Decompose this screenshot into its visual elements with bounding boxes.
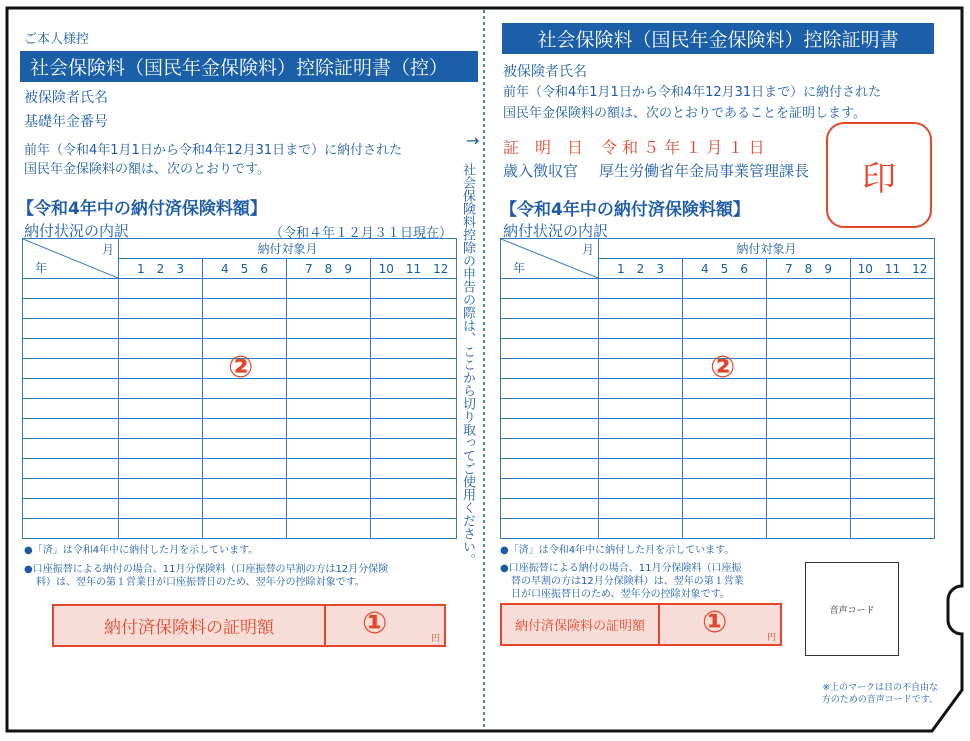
table-cell	[119, 439, 203, 459]
right-statement-line1: 前年（令和4年1月1日から令和4年12月31日まで）に納付された	[503, 85, 882, 100]
table-cell	[371, 359, 457, 379]
right-payment-table	[500, 238, 935, 539]
month-group-3: 7 8 9	[767, 259, 851, 279]
table-cell	[119, 499, 203, 519]
copy-label: ご本人様控	[24, 32, 90, 47]
right-note2a: ●口座振替による納付の場合、11月分保険料（口座振	[500, 563, 742, 574]
table-cell	[683, 399, 767, 419]
table-cell	[203, 459, 287, 479]
table-row	[23, 279, 457, 299]
table-row	[501, 419, 935, 439]
table-cell	[683, 419, 767, 439]
table-cell	[23, 519, 119, 539]
left-note1: ●「済」は令和4年中に納付した月を示しています。	[24, 545, 259, 556]
right-note2c: 日が口座振替日のため、翌年分の控除対象です。	[511, 589, 730, 600]
left-amount-box	[52, 604, 446, 647]
table-cell	[23, 419, 119, 439]
table-cell	[599, 299, 683, 319]
table-cell	[23, 339, 119, 359]
table-cell	[371, 459, 457, 479]
table-cell	[599, 399, 683, 419]
month-group-4: 10 11 12	[851, 259, 935, 279]
month-group-1: 1 2 3	[119, 259, 203, 279]
target-month-header: 納付対象月	[599, 239, 935, 259]
table-cell	[683, 479, 767, 499]
table-cell	[119, 279, 203, 299]
table-cell	[23, 279, 119, 299]
table-cell	[23, 319, 119, 339]
table-cell	[287, 499, 371, 519]
left-title: 社会保険料（国民年金保険料）控除証明書（控）	[20, 51, 478, 82]
table-row	[501, 299, 935, 319]
table-cell	[599, 479, 683, 499]
cert-date-label: 証 明 日	[503, 138, 584, 157]
table-cell	[287, 339, 371, 359]
table-cell	[599, 439, 683, 459]
table-row	[501, 499, 935, 519]
table-cell	[371, 379, 457, 399]
table-cell	[203, 519, 287, 539]
year-header: 年	[35, 261, 48, 275]
table-cell	[119, 399, 203, 419]
issuer-label: 歳入徴収官	[503, 162, 579, 180]
right-amount-label: 納付済保険料の証明額	[502, 605, 660, 644]
left-insured-name-label: 被保険者氏名	[24, 90, 108, 106]
left-amount-label: 納付済保険料の証明額	[54, 606, 326, 645]
table-row	[23, 499, 457, 519]
table-row	[23, 299, 457, 319]
table-cell	[287, 519, 371, 539]
table-cell	[203, 279, 287, 299]
table-cell	[501, 359, 599, 379]
right-paid-heading: 【令和4年中の納付済保険料額】	[500, 200, 750, 220]
table-cell	[501, 419, 599, 439]
table-row	[23, 519, 457, 539]
table-cell	[599, 419, 683, 439]
table-cell	[851, 479, 935, 499]
table-cell	[599, 359, 683, 379]
right-yen: 円	[766, 633, 776, 643]
month-header: 月	[101, 243, 114, 257]
table-cell	[371, 519, 457, 539]
table-cell	[371, 479, 457, 499]
right-breakdown-label: 納付状況の内訳	[503, 222, 609, 240]
table-cell	[599, 499, 683, 519]
table-cell	[119, 339, 203, 359]
table-cell	[203, 479, 287, 499]
right-amount-marker: ①	[702, 605, 728, 640]
left-yen: 円	[430, 634, 440, 644]
right-table-marker: ②	[710, 350, 736, 385]
right-statement-line2: 国民年金保険料の額は、次のとおりであることを証明します。	[503, 106, 866, 121]
table-cell	[371, 399, 457, 419]
table-cell	[23, 439, 119, 459]
table-cell	[287, 279, 371, 299]
table-cell	[371, 279, 457, 299]
table-cell	[851, 399, 935, 419]
table-cell	[119, 299, 203, 319]
table-cell	[767, 339, 851, 359]
month-group-1: 1 2 3	[599, 259, 683, 279]
table-row	[501, 279, 935, 299]
table-cell	[767, 319, 851, 339]
table-cell	[767, 399, 851, 419]
table-cell	[23, 299, 119, 319]
table-cell	[767, 519, 851, 539]
table-cell	[501, 339, 599, 359]
table-cell	[767, 479, 851, 499]
table-cell	[683, 519, 767, 539]
table-cell	[851, 419, 935, 439]
table-cell	[599, 279, 683, 299]
table-cell	[23, 359, 119, 379]
table-cell	[371, 419, 457, 439]
table-row	[23, 419, 457, 439]
cert-date-value: 令 和 ５ 年 １ 月 １ 日	[601, 138, 765, 157]
table-row	[23, 399, 457, 419]
table-cell	[119, 359, 203, 379]
table-cell	[501, 499, 599, 519]
month-group-2: 4 5 6	[683, 259, 767, 279]
table-cell	[119, 419, 203, 439]
table-cell	[287, 479, 371, 499]
table-cell	[767, 299, 851, 319]
table-cell	[501, 299, 599, 319]
table-cell	[371, 499, 457, 519]
table-cell	[767, 439, 851, 459]
table-cell	[287, 459, 371, 479]
right-title: 社会保険料（国民年金保険料）控除証明書	[502, 23, 934, 54]
table-cell	[767, 379, 851, 399]
table-cell	[683, 439, 767, 459]
table-cell	[119, 479, 203, 499]
table-cell	[23, 459, 119, 479]
left-table-corner	[23, 239, 119, 279]
right-note2b: 替の早割の方は12月分保険料）は、翌年の第１営業	[511, 576, 744, 587]
right-insured-name-label: 被保険者氏名	[503, 64, 587, 80]
table-cell	[119, 519, 203, 539]
table-cell	[501, 279, 599, 299]
seal-box: 印	[826, 122, 932, 228]
table-cell	[851, 339, 935, 359]
voice-code-box: 音声コード	[805, 562, 899, 656]
table-cell	[851, 359, 935, 379]
table-cell	[851, 499, 935, 519]
table-cell	[371, 299, 457, 319]
table-cell	[203, 399, 287, 419]
left-table-marker: ②	[228, 350, 254, 385]
left-payment-table	[22, 238, 457, 539]
table-cell	[683, 459, 767, 479]
table-cell	[287, 319, 371, 339]
cut-arrow-icon: →	[466, 131, 480, 150]
table-row	[23, 439, 457, 459]
table-cell	[119, 459, 203, 479]
table-cell	[851, 299, 935, 319]
table-cell	[851, 459, 935, 479]
table-cell	[501, 439, 599, 459]
table-cell	[287, 379, 371, 399]
month-group-3: 7 8 9	[287, 259, 371, 279]
table-cell	[599, 459, 683, 479]
voice-note2: 方のための音声コードです。	[821, 695, 938, 705]
right-table-corner	[501, 239, 599, 279]
table-cell	[203, 319, 287, 339]
target-month-header: 納付対象月	[119, 239, 457, 259]
left-statement-line2: 国民年金保険料の額は、次のとおりです。	[24, 162, 270, 177]
table-cell	[23, 479, 119, 499]
right-amount-box	[500, 603, 782, 646]
table-cell	[851, 279, 935, 299]
table-cell	[287, 399, 371, 419]
table-cell	[501, 459, 599, 479]
left-breakdown-label: 納付状況の内訳	[24, 222, 130, 240]
table-cell	[599, 319, 683, 339]
month-group-2: 4 5 6	[203, 259, 287, 279]
table-cell	[287, 359, 371, 379]
table-cell	[501, 479, 599, 499]
table-cell	[599, 379, 683, 399]
table-cell	[599, 519, 683, 539]
table-cell	[501, 379, 599, 399]
left-note2a: ●口座振替による納付の場合、11月分保険料（口座振替の早割の方は12月分保険	[24, 564, 389, 575]
table-cell	[767, 279, 851, 299]
table-cell	[501, 319, 599, 339]
table-cell	[23, 379, 119, 399]
table-cell	[851, 519, 935, 539]
table-cell	[119, 319, 203, 339]
table-cell	[119, 379, 203, 399]
table-cell	[767, 459, 851, 479]
table-row	[23, 459, 457, 479]
table-row	[501, 439, 935, 459]
table-cell	[683, 499, 767, 519]
cut-instruction: 社会保険料控除の申告の際は、ここから切り取ってご使用ください。	[460, 163, 475, 566]
table-row	[501, 479, 935, 499]
table-cell	[287, 299, 371, 319]
left-as-of: （令和４年１２月３１日現在）	[270, 226, 453, 241]
table-cell	[203, 439, 287, 459]
table-cell	[767, 359, 851, 379]
table-cell	[767, 499, 851, 519]
year-header: 年	[513, 261, 526, 275]
table-cell	[767, 419, 851, 439]
month-group-4: 10 11 12	[371, 259, 457, 279]
left-pension-number-label: 基礎年金番号	[24, 114, 108, 130]
table-cell	[501, 519, 599, 539]
table-cell	[23, 499, 119, 519]
left-paid-heading: 【令和4年中の納付済保険料額】	[17, 199, 267, 219]
table-row	[501, 399, 935, 419]
table-cell	[851, 379, 935, 399]
table-cell	[683, 299, 767, 319]
table-cell	[287, 439, 371, 459]
table-cell	[683, 319, 767, 339]
table-cell	[203, 299, 287, 319]
table-cell	[599, 339, 683, 359]
left-statement-line1: 前年（令和4年1月1日から令和4年12月31日まで）に納付された	[24, 143, 403, 158]
table-cell	[851, 439, 935, 459]
table-row	[23, 479, 457, 499]
table-cell	[683, 279, 767, 299]
table-cell	[371, 339, 457, 359]
table-row	[501, 319, 935, 339]
table-cell	[371, 319, 457, 339]
table-row	[501, 459, 935, 479]
table-cell	[203, 419, 287, 439]
table-cell	[203, 499, 287, 519]
table-cell	[851, 319, 935, 339]
left-amount-marker: ①	[362, 606, 388, 641]
left-note2b: 料）は、翌年の第１営業日が口座振替日のため、翌年分の控除対象です。	[36, 577, 365, 588]
table-cell	[501, 399, 599, 419]
table-row	[501, 519, 935, 539]
table-row	[23, 319, 457, 339]
table-cell	[371, 439, 457, 459]
right-note1: ●「済」は令和4年中に納付した月を示しています。	[500, 545, 735, 556]
issuer-value: 厚生労働省年金局事業管理課長	[599, 162, 810, 180]
voice-note1: ※上のマークは目の不自由な	[822, 683, 938, 693]
month-header: 月	[581, 243, 594, 257]
table-cell	[23, 399, 119, 419]
table-cell	[287, 419, 371, 439]
